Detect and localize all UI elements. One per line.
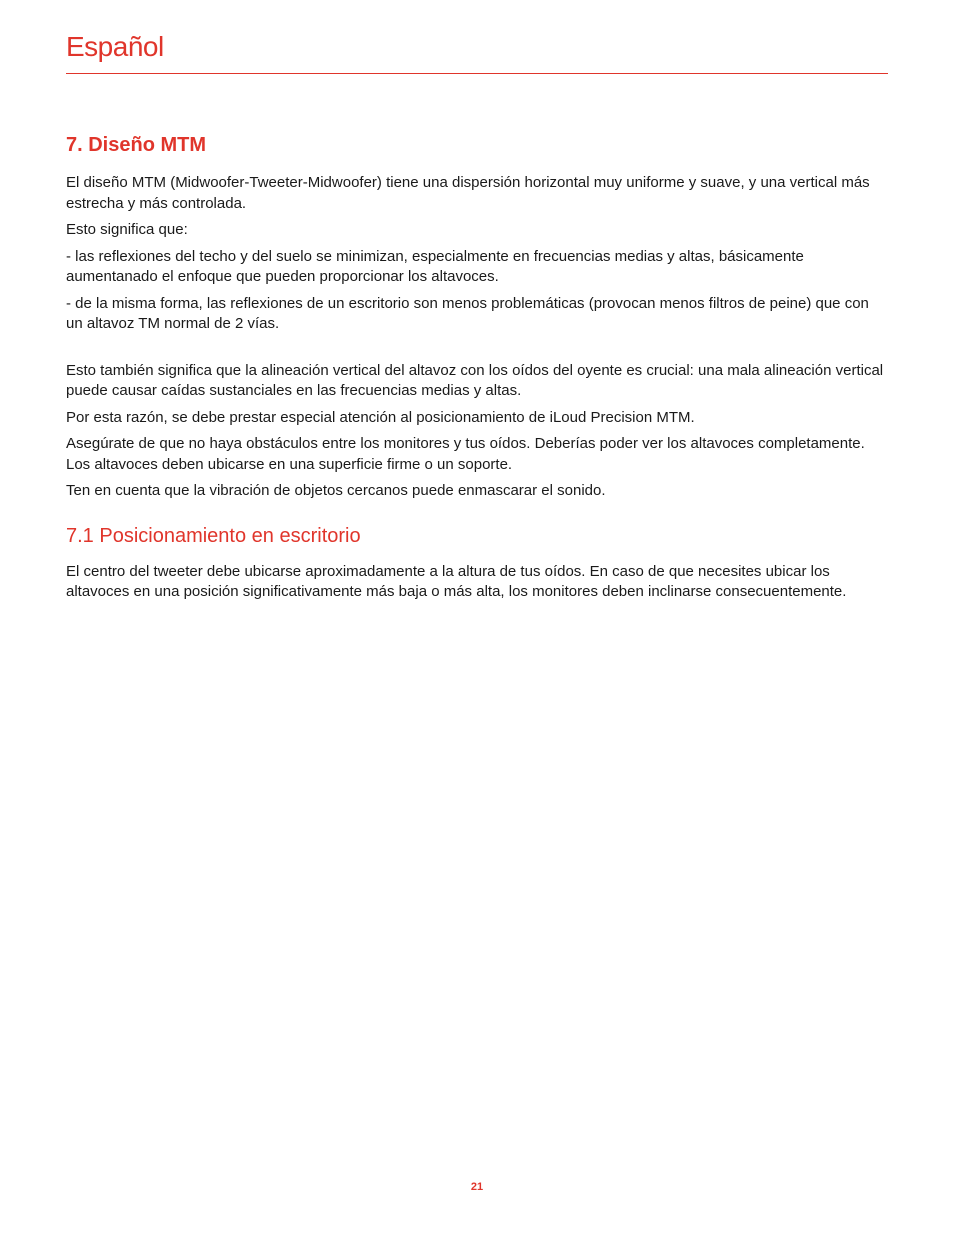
paragraph: El diseño MTM (Midwoofer-Tweeter-Midwoofer) tiene una dispersión horizontal muy uniforme y suave, y una vertical más estrecha y más controlada. — [66, 174, 870, 212]
paragraph: Esto también significa que la alineación vertical del altavoz con los oídos del oyente es crucial: una mala alineación vertical puede causar caídas sustanciales en las frecuencias medias y altas. — [66, 361, 884, 399]
section-heading: 7. Diseño MTM — [66, 134, 207, 156]
header-divider — [66, 73, 888, 74]
paragraph: Por esta razón, se debe prestar especial atención al posicionamiento de iLoud Precision MTM. — [66, 408, 695, 426]
paragraph: Asegúrate de que no haya obstáculos entre los monitores y tus oídos. Deberías poder ver los altavoces completamente. Los altavoces deben ubicarse en una superficie firme o un soporte. — [66, 435, 865, 473]
subsection-heading: 7.1 Posicionamiento en escritorio — [66, 524, 361, 547]
paragraph: El centro del tweeter debe ubicarse aproximadamente a la altura de tus oídos. En caso de que necesites ubicar los altavoces en una posición significativamente más baja o más alta, los monitores deben inclinarse consecuentemente. — [66, 562, 847, 600]
paragraph: - de la misma forma, las reflexiones de un escritorio son menos problemáticas (provocan menos filtros de peine) que con un altavoz TM normal de 2 vías. — [66, 294, 869, 332]
page-content — [66, 131, 888, 609]
language-title: Español — [66, 31, 164, 62]
paragraph: Ten en cuenta que la vibración de objetos cercanos puede enmascarar el sonido. — [66, 482, 606, 499]
paragraph: Esto significa que: — [66, 221, 188, 238]
paragraph: - las reflexiones del techo y del suelo se minimizan, especialmente en frecuencias medias y altas, básicamente aumentanado el enfoque que pueden proporcionar los altavoces. — [66, 247, 804, 285]
page-number: 21 — [470, 1181, 484, 1193]
